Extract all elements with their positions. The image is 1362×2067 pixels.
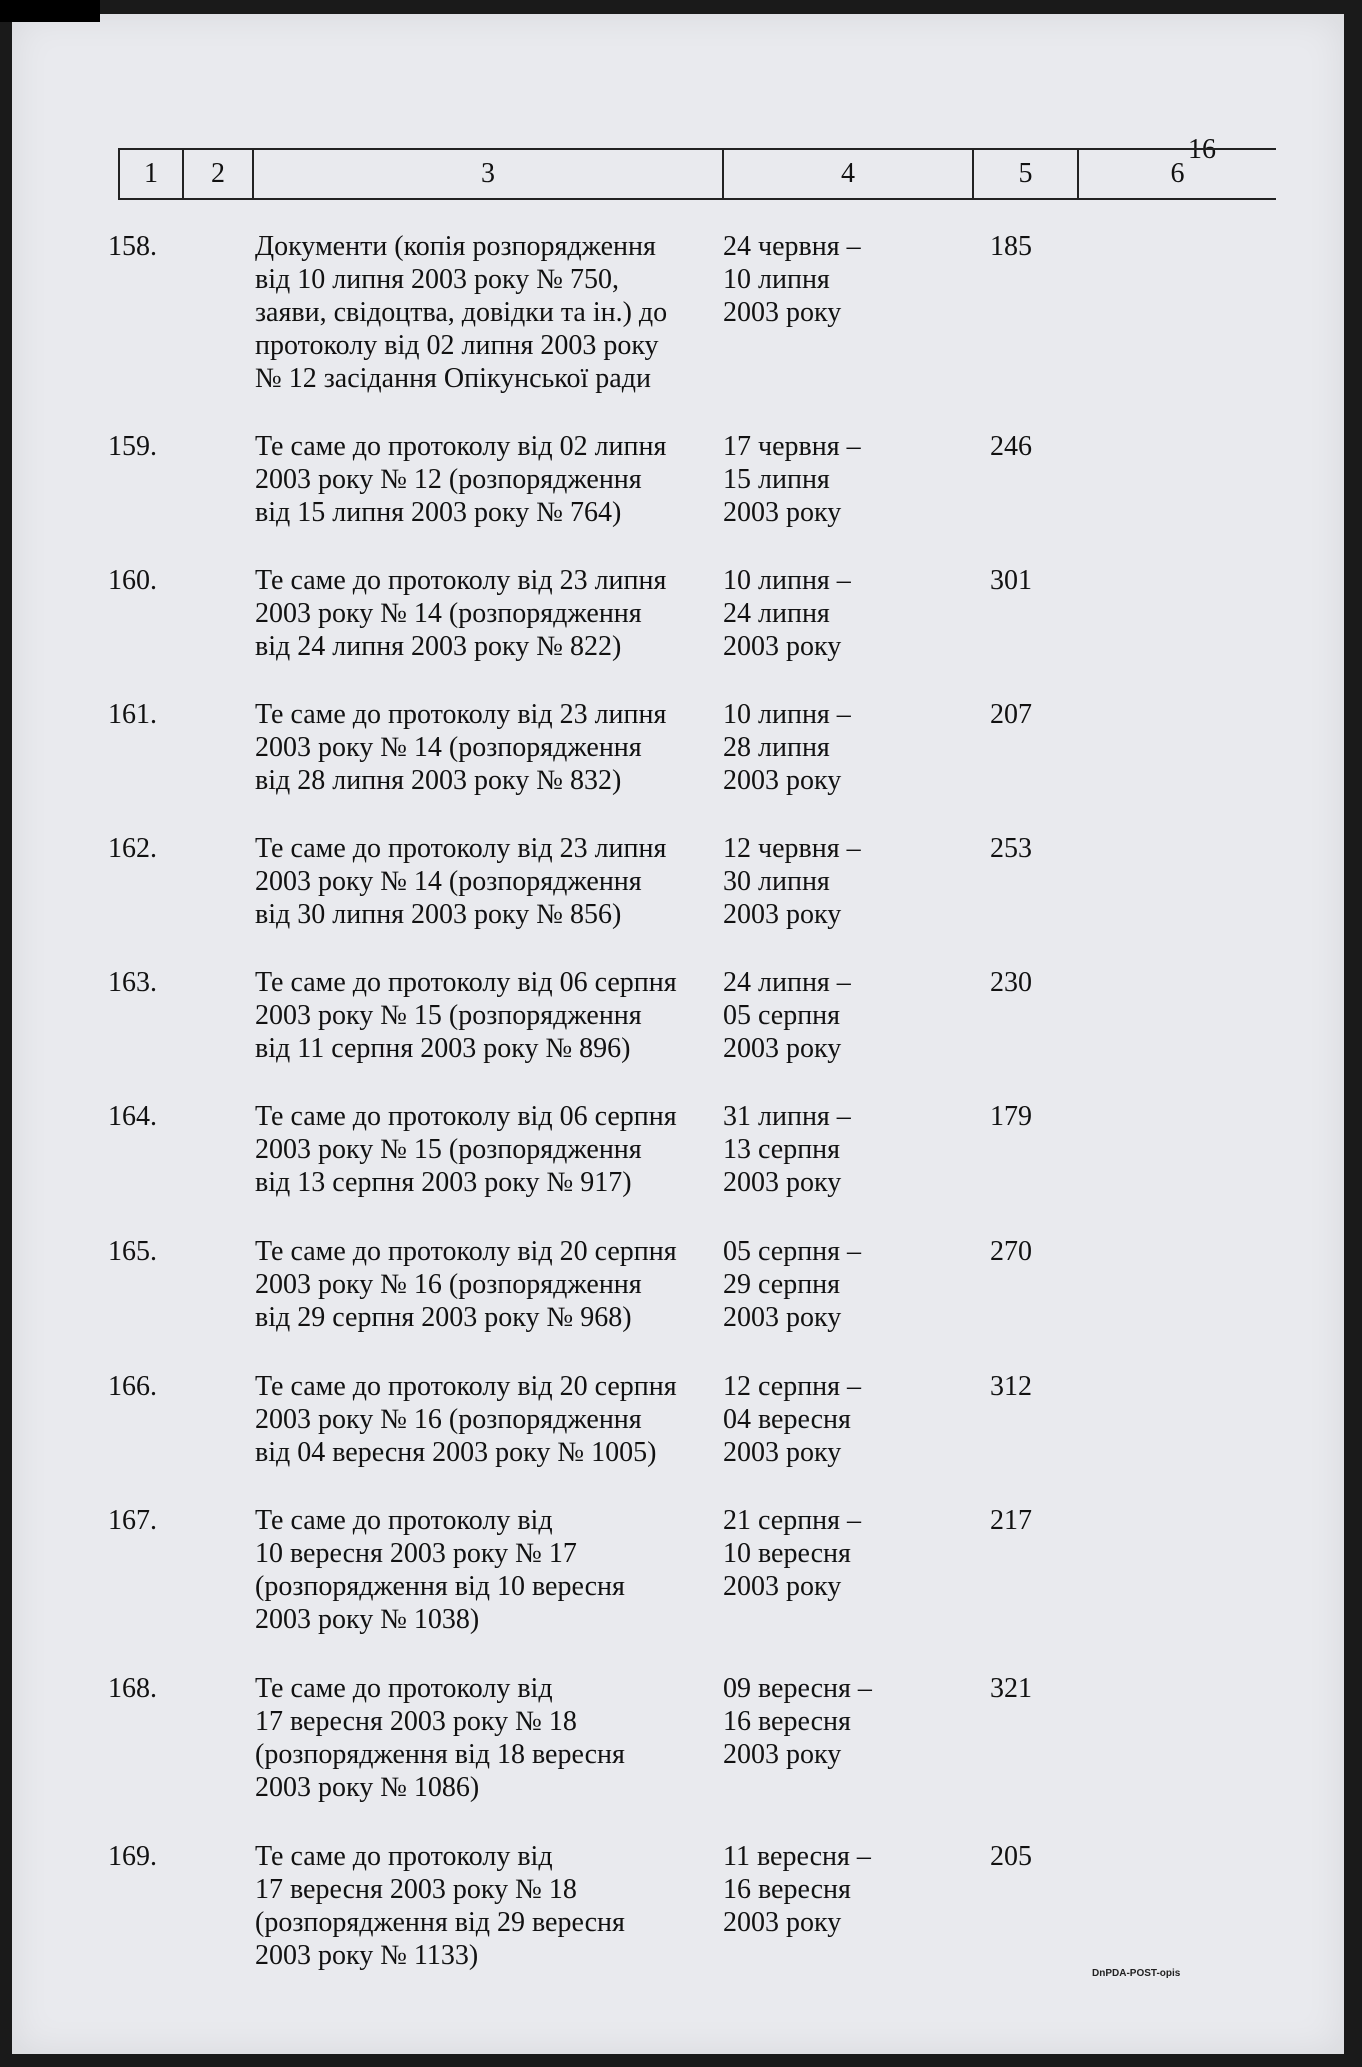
description-line: від 28 липня 2003 року № 832) — [255, 765, 622, 796]
entry-date-range — [723, 230, 893, 329]
entry-date-range — [723, 1672, 893, 1771]
date-line: 2003 року — [723, 1739, 842, 1770]
entry-date-range — [723, 1504, 893, 1603]
header-col-5: 5 — [974, 150, 1079, 198]
description-line: від 13 серпня 2003 року № 917) — [255, 1167, 632, 1198]
entry-date-range — [723, 1370, 893, 1469]
entry-number: 159. — [108, 431, 157, 462]
entry-date-range — [723, 430, 893, 529]
date-line: 15 липня — [723, 464, 830, 495]
date-line: 04 вересня — [723, 1404, 851, 1435]
entry-description — [255, 1370, 725, 1469]
description-line: заяви, свідоцтва, довідки та ін.) до — [255, 297, 668, 328]
entry-description — [255, 1235, 725, 1334]
description-line: Те саме до протоколу від 02 липня — [255, 431, 667, 462]
entry-date-range — [723, 564, 893, 663]
description-line: 17 вересня 2003 року № 18 — [255, 1706, 577, 1737]
date-line: 2003 року — [723, 497, 842, 528]
description-line: Те саме до протоколу від 06 серпня — [255, 967, 677, 998]
table-header — [118, 148, 1276, 200]
date-line: 2003 року — [723, 1437, 842, 1468]
date-line: 17 червня – — [723, 431, 861, 462]
date-line: 10 вересня — [723, 1538, 851, 1569]
entry-sheet-count: 185 — [990, 231, 1032, 262]
description-line: 2003 року № 12 (розпорядження — [255, 464, 642, 495]
description-line: 10 вересня 2003 року № 17 — [255, 1538, 577, 1569]
date-line: 28 липня — [723, 732, 830, 763]
date-line: 16 вересня — [723, 1706, 851, 1737]
date-line: 24 липня — [723, 598, 830, 629]
description-line: Те саме до протоколу від — [255, 1841, 553, 1872]
date-line: 12 серпня – — [723, 1371, 862, 1402]
description-line: 17 вересня 2003 року № 18 — [255, 1874, 577, 1905]
date-line: 2003 року — [723, 765, 842, 796]
date-line: 30 липня — [723, 866, 830, 897]
header-col-6: 6 — [1170, 158, 1185, 189]
entry-number: 158. — [108, 231, 157, 262]
date-line: 09 вересня – — [723, 1673, 872, 1704]
date-line: 31 липня – — [723, 1101, 851, 1132]
entry-number: 165. — [108, 1236, 157, 1267]
description-line: (розпорядження від 18 вересня — [255, 1739, 625, 1770]
description-line: Те саме до протоколу від 23 липня — [255, 833, 667, 864]
description-line: 2003 року № 14 (розпорядження — [255, 732, 642, 763]
entry-description — [255, 1840, 725, 1972]
page-number: 16 — [1188, 134, 1216, 165]
entry-sheet-count: 205 — [990, 1841, 1032, 1872]
date-line: 2003 року — [723, 1302, 842, 1333]
description-line: 2003 року № 14 (розпорядження — [255, 598, 642, 629]
description-line: від 24 липня 2003 року № 822) — [255, 631, 622, 662]
description-line: 2003 року № 14 (розпорядження — [255, 866, 642, 897]
header-col-4: 4 — [724, 150, 974, 198]
description-line: від 11 серпня 2003 року № 896) — [255, 1033, 631, 1064]
description-line: Те саме до протоколу від 20 серпня — [255, 1371, 677, 1402]
description-line: № 12 засідання Опікунської ради — [255, 363, 651, 394]
description-line: 2003 року № 1038) — [255, 1604, 480, 1635]
description-line: 2003 року № 15 (розпорядження — [255, 1000, 642, 1031]
entry-sheet-count: 270 — [990, 1236, 1032, 1267]
entry-sheet-count: 207 — [990, 699, 1032, 730]
entry-sheet-count: 217 — [990, 1505, 1032, 1536]
entry-date-range — [723, 698, 893, 797]
date-line: 2003 року — [723, 297, 842, 328]
entry-sheet-count: 179 — [990, 1101, 1032, 1132]
description-line: від 10 липня 2003 року № 750, — [255, 264, 619, 295]
date-line: 29 серпня — [723, 1269, 841, 1300]
header-col-1: 1 — [118, 150, 184, 198]
entry-number: 163. — [108, 967, 157, 998]
description-line: Те саме до протоколу від 23 липня — [255, 699, 667, 730]
description-line: Те саме до протоколу від 20 серпня — [255, 1236, 677, 1267]
description-line: від 04 вересня 2003 року № 1005) — [255, 1437, 657, 1468]
date-line: 2003 року — [723, 1033, 842, 1064]
entry-description — [255, 832, 725, 931]
date-line: 24 червня – — [723, 231, 861, 262]
description-line: 2003 року № 1086) — [255, 1772, 480, 1803]
entry-description — [255, 1504, 725, 1636]
description-line: 2003 року № 16 (розпорядження — [255, 1404, 642, 1435]
entry-date-range — [723, 1840, 893, 1939]
description-line: Те саме до протоколу від 06 серпня — [255, 1101, 677, 1132]
entry-description — [255, 698, 725, 797]
date-line: 2003 року — [723, 899, 842, 930]
date-line: 05 серпня – — [723, 1236, 862, 1267]
date-line: 10 липня — [723, 264, 830, 295]
description-line: 2003 року № 16 (розпорядження — [255, 1269, 642, 1300]
scan-border — [0, 0, 100, 22]
entry-number: 161. — [108, 699, 157, 730]
entry-sheet-count: 312 — [990, 1371, 1032, 1402]
entry-number: 162. — [108, 833, 157, 864]
header-col-2: 2 — [184, 150, 254, 198]
description-line: від 30 липня 2003 року № 856) — [255, 899, 622, 930]
description-line: Те саме до протоколу від 23 липня — [255, 565, 667, 596]
date-line: 21 серпня – — [723, 1505, 862, 1536]
description-line: від 15 липня 2003 року № 764) — [255, 497, 622, 528]
entry-description — [255, 966, 725, 1065]
date-line: 2003 року — [723, 631, 842, 662]
description-line: 2003 року № 15 (розпорядження — [255, 1134, 642, 1165]
entry-date-range — [723, 1100, 893, 1199]
description-line: від 29 серпня 2003 року № 968) — [255, 1302, 632, 1333]
description-line: (розпорядження від 29 вересня — [255, 1907, 625, 1938]
entry-sheet-count: 321 — [990, 1673, 1032, 1704]
entry-sheet-count: 230 — [990, 967, 1032, 998]
entry-description — [255, 1100, 725, 1199]
entry-number: 169. — [108, 1841, 157, 1872]
description-line: 2003 року № 1133) — [255, 1940, 479, 1971]
date-line: 05 серпня — [723, 1000, 841, 1031]
description-line: Документи (копія розпорядження — [255, 231, 656, 262]
entry-number: 167. — [108, 1505, 157, 1536]
entry-description — [255, 1672, 725, 1804]
entry-date-range — [723, 1235, 893, 1334]
date-line: 13 серпня — [723, 1134, 841, 1165]
entry-number: 160. — [108, 565, 157, 596]
description-line: протоколу від 02 липня 2003 року — [255, 330, 659, 361]
entry-sheet-count: 246 — [990, 431, 1032, 462]
date-line: 11 вересня – — [723, 1841, 871, 1872]
entry-date-range — [723, 832, 893, 931]
entry-sheet-count: 253 — [990, 833, 1032, 864]
entry-number: 166. — [108, 1371, 157, 1402]
date-line: 16 вересня — [723, 1874, 851, 1905]
date-line: 2003 року — [723, 1907, 842, 1938]
entry-description — [255, 230, 725, 395]
entry-description — [255, 564, 725, 663]
entry-date-range — [723, 966, 893, 1065]
description-line: (розпорядження від 10 вересня — [255, 1571, 625, 1602]
date-line: 10 липня – — [723, 565, 851, 596]
date-line: 12 червня – — [723, 833, 861, 864]
date-line: 2003 року — [723, 1571, 842, 1602]
date-line: 24 липня – — [723, 967, 851, 998]
entry-description — [255, 430, 725, 529]
description-line: Те саме до протоколу від — [255, 1505, 553, 1536]
entry-number: 164. — [108, 1101, 157, 1132]
date-line: 2003 року — [723, 1167, 842, 1198]
header-col-3: 3 — [254, 150, 724, 198]
entry-number: 168. — [108, 1673, 157, 1704]
date-line: 10 липня – — [723, 699, 851, 730]
archive-stamp: DnPDA-POST-opis — [1092, 1968, 1181, 1979]
entry-sheet-count: 301 — [990, 565, 1032, 596]
description-line: Те саме до протоколу від — [255, 1673, 553, 1704]
